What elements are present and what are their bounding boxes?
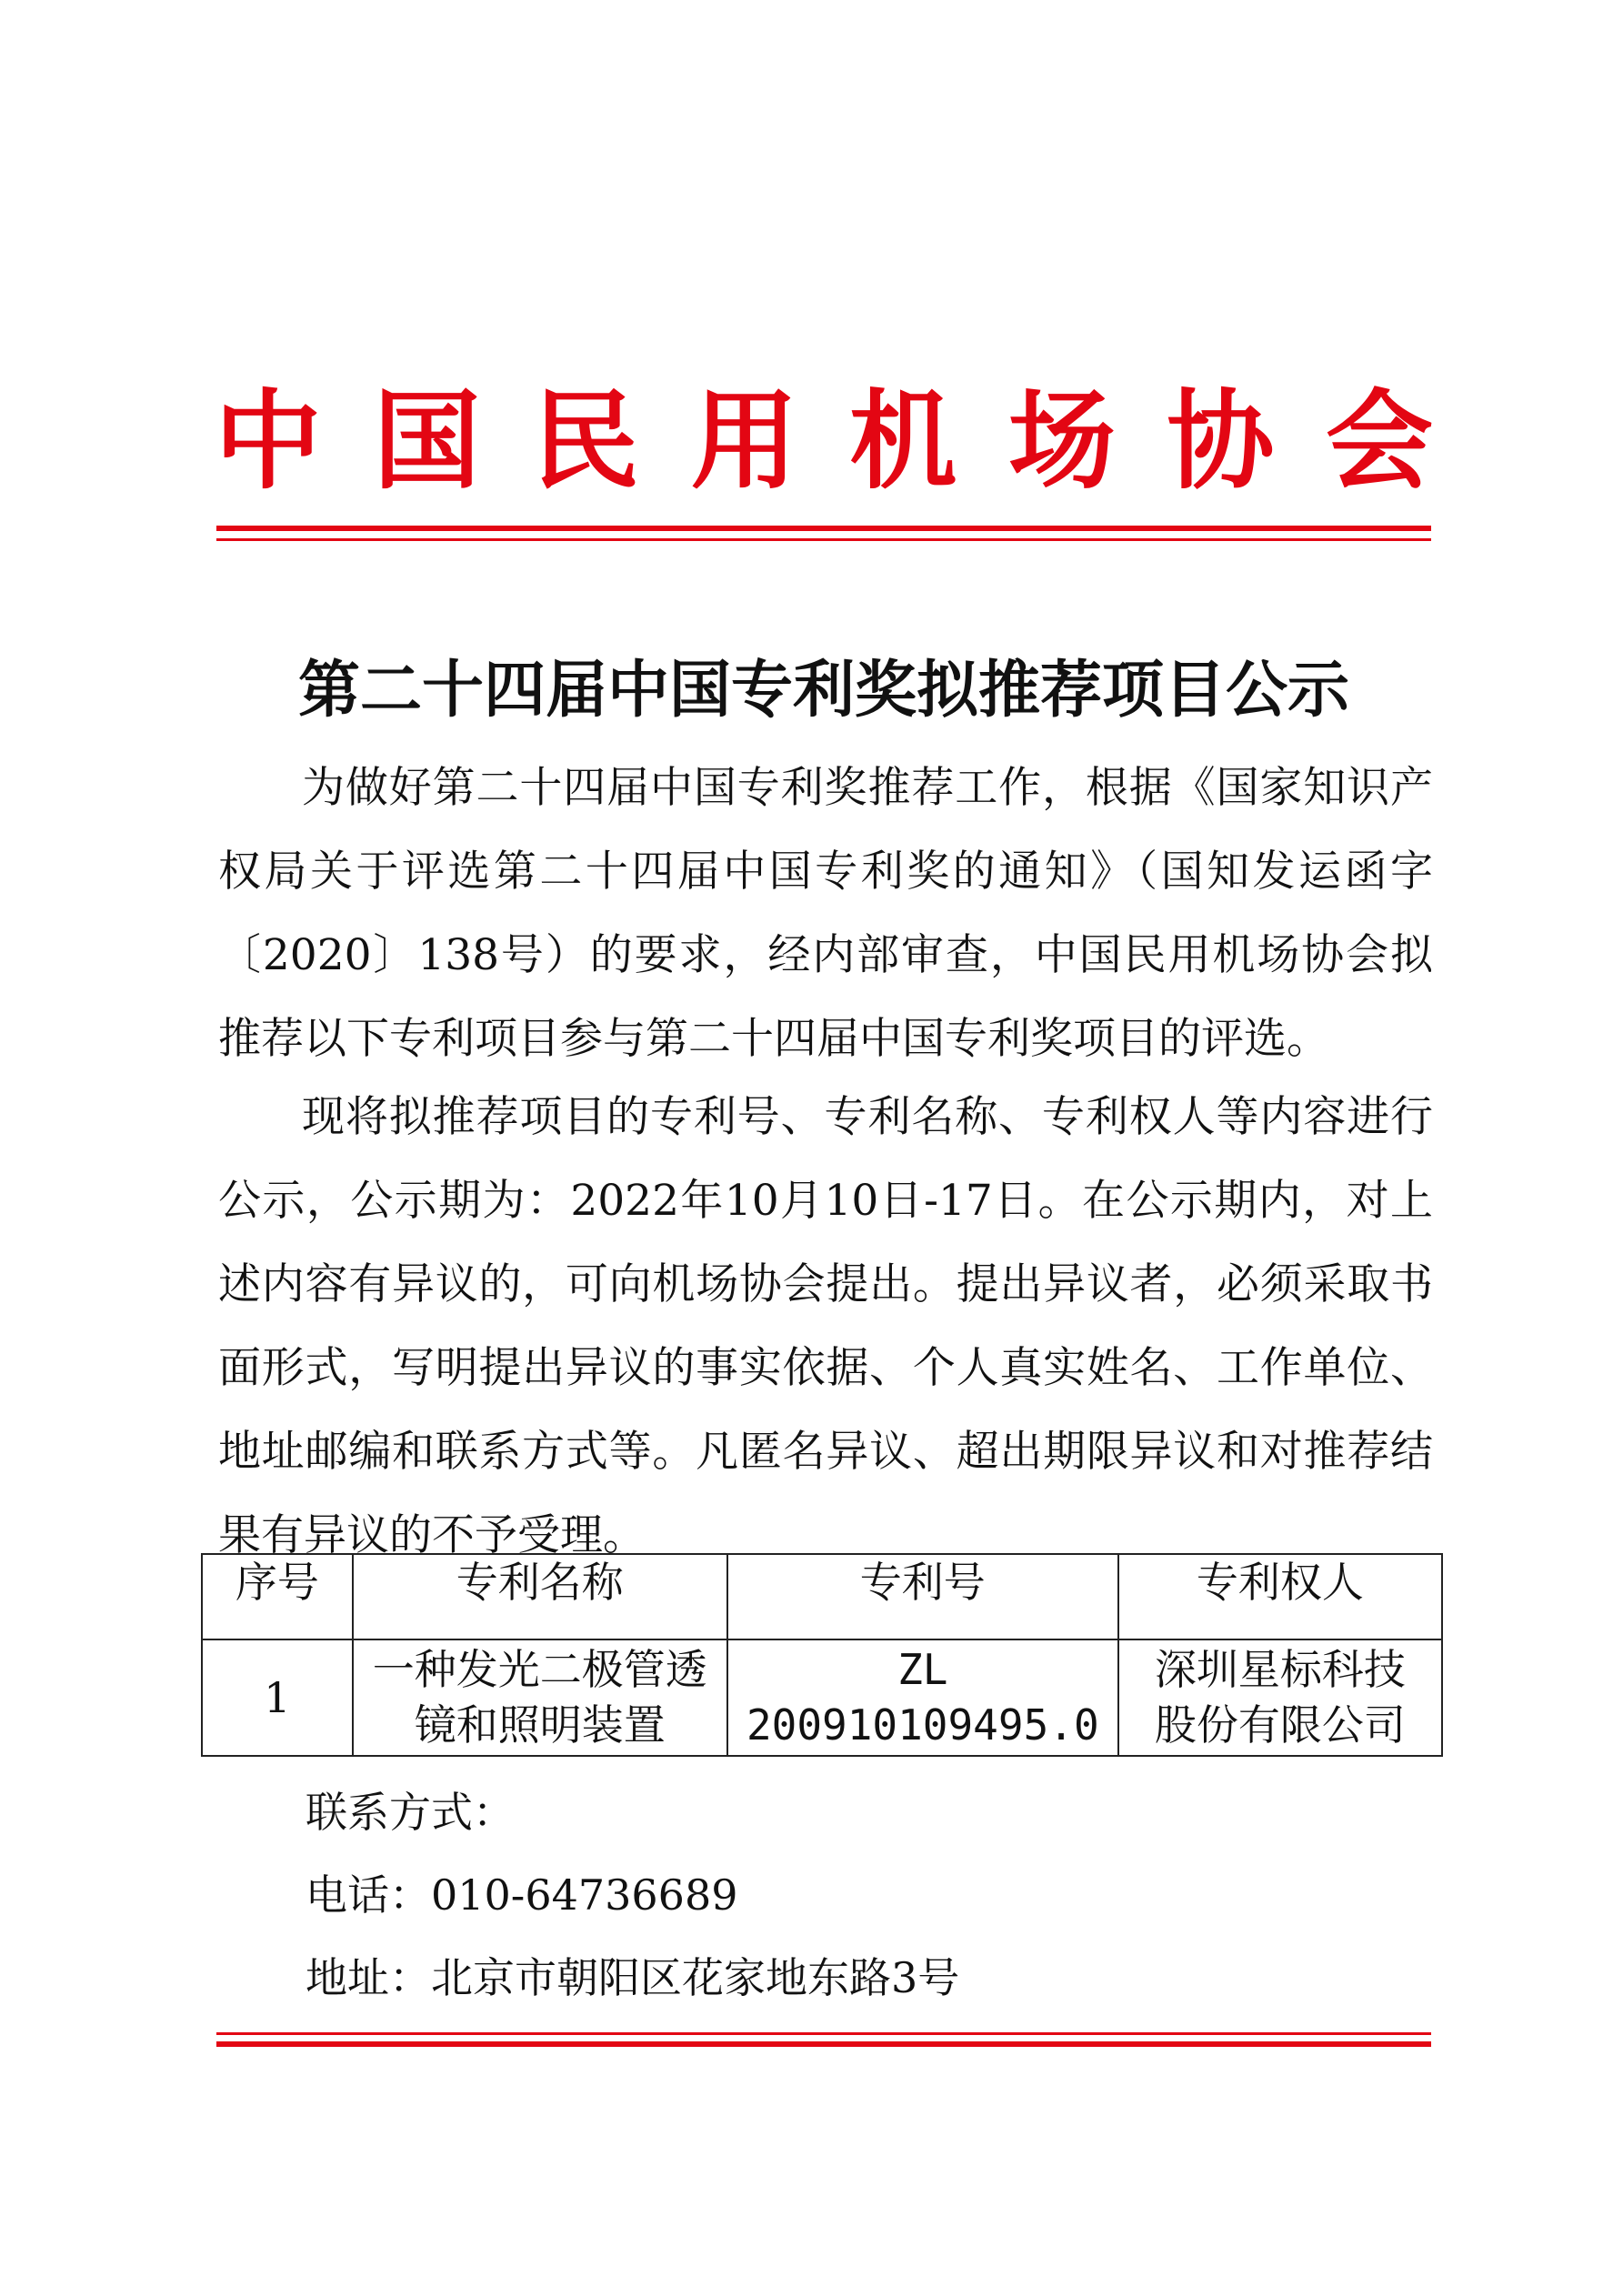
cell-patent-holder — [1118, 1639, 1442, 1756]
header-patent-holder: 专利权人 — [1118, 1554, 1442, 1639]
header-patent-number: 专利号 — [727, 1554, 1118, 1639]
table-header-row — [202, 1554, 1442, 1639]
masthead-char: 机 — [849, 377, 957, 504]
organization-masthead — [215, 373, 1433, 509]
masthead-char: 民 — [532, 377, 640, 504]
cell-line: 一种发光二极管透 — [372, 1645, 707, 1694]
masthead-char: 协 — [1167, 377, 1275, 504]
cell-patent-number — [727, 1639, 1118, 1756]
contact-heading: 联系方式： — [306, 1788, 515, 1837]
contact-phone: 电话：010-64736689 — [306, 1870, 738, 1920]
cell-line: 镜和照明装置 — [414, 1700, 666, 1750]
document-title: 第二十四届中国专利奖拟推荐项目公示 — [297, 653, 1349, 727]
header-rule-thin — [216, 538, 1431, 541]
contact-address: 地址：北京市朝阳区花家地东路3号 — [306, 1953, 960, 2002]
cell-line: 深圳星标科技 — [1154, 1645, 1406, 1694]
header-patent-name: 专利名称 — [353, 1554, 727, 1639]
masthead-char: 场 — [1007, 377, 1116, 504]
cell-index: 1 — [202, 1639, 353, 1756]
footer-rule-thin — [216, 2032, 1431, 2035]
masthead-char: 会 — [1325, 377, 1433, 504]
header-rule-thick — [216, 526, 1431, 531]
cell-line: ZL — [897, 1645, 948, 1694]
table-row — [202, 1639, 1442, 1756]
cell-line: 股份有限公司 — [1154, 1700, 1406, 1750]
footer-rule-thick — [216, 2041, 1431, 2047]
masthead-char: 国 — [373, 377, 481, 504]
cell-line: 200910109495.0 — [746, 1700, 1099, 1750]
masthead-char: 用 — [690, 377, 798, 504]
cell-patent-name — [353, 1639, 727, 1756]
body-paragraph: 现将拟推荐项目的专利号、专利名称、专利权人等内容进行公示，公示期为：2022年10月10日-17日。在公示期内，对上述内容有异议的，可向机场协会提出。提出异议者，必须采取书面形式，写明提出异议的事实依据、个人真实姓名、工作单位、地址邮编和联系方式等。凡匿名异议、超出期限异议和对推荐结果有异议的不予受理。 — [218, 1092, 1433, 1560]
header-index: 序号 — [202, 1554, 353, 1639]
body-paragraph: 为做好第二十四届中国专利奖推荐工作，根据《国家知识产权局关于评选第二十四届中国专利奖的通知》（国知发运函字〔2020〕138号）的要求，经内部审查，中国民用机场协会拟推荐以下专利项目参与第二十四届中国专利奖项目的评选。 — [218, 763, 1433, 1064]
masthead-char: 中 — [215, 377, 323, 504]
patent-table — [201, 1553, 1443, 1757]
